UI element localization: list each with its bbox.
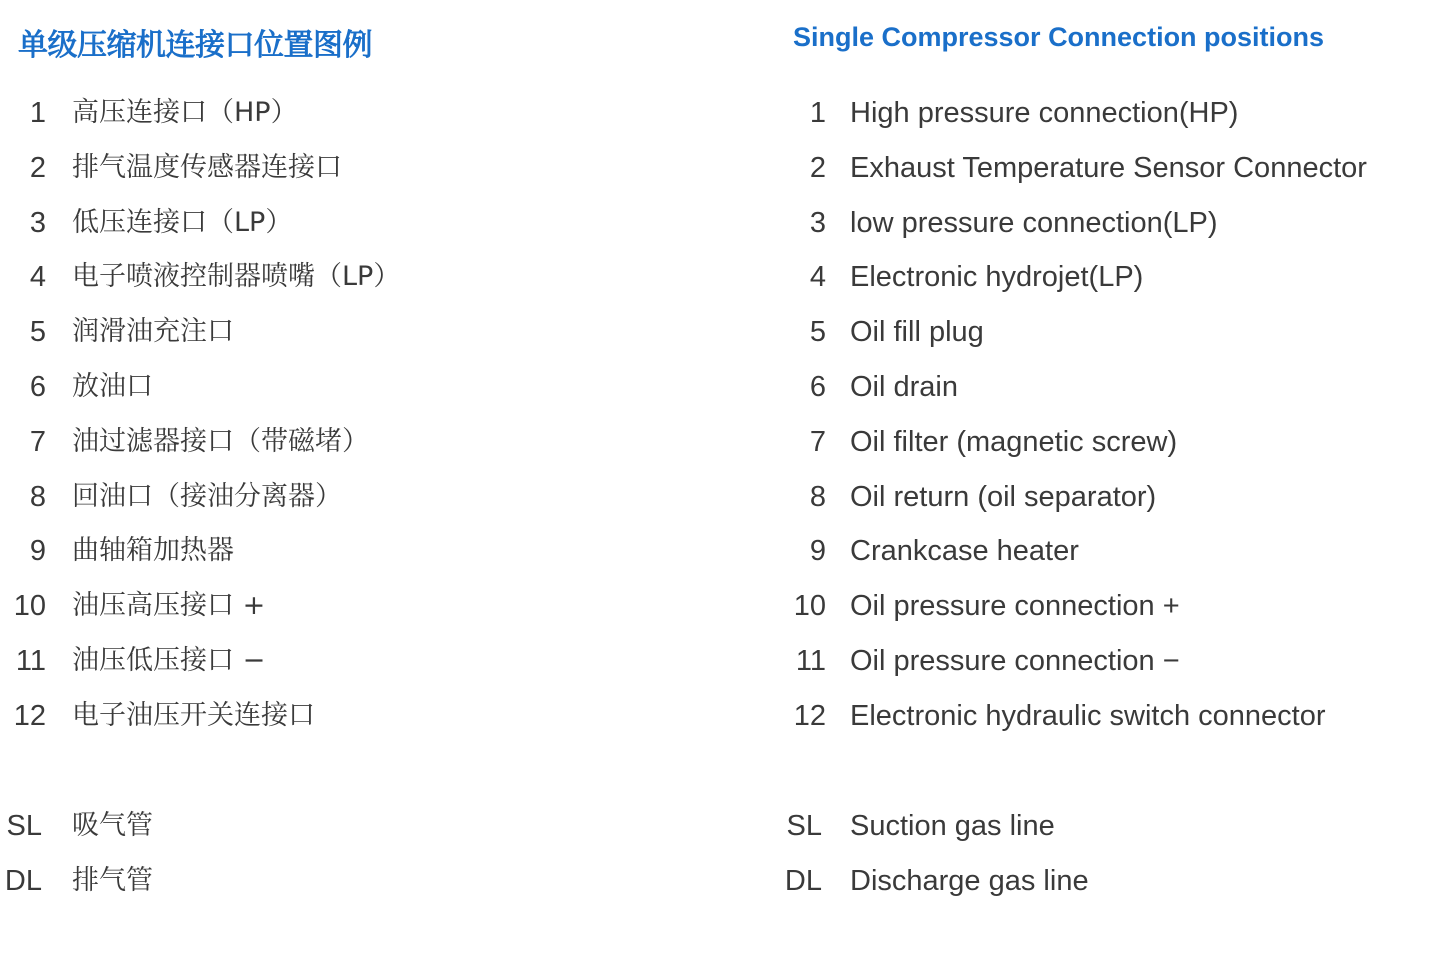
item-number: 12 [13, 699, 46, 732]
item-label: Electronic hydrojet(LP) [850, 261, 1144, 294]
item-label: 油压低压接口 − [72, 644, 266, 676]
item-label: 排气温度传感器连接口 [72, 151, 342, 183]
item-label: Oil drain [850, 370, 958, 403]
item-label: 放油口 [72, 370, 153, 402]
item-label: Oil pressure connection + [850, 590, 1180, 623]
item-label: 电子喷液控制器喷嘴（LP） [72, 261, 401, 293]
pipe-code: SL [6, 810, 42, 842]
item-number: 1 [29, 97, 46, 129]
item-number: 1 [809, 97, 826, 129]
item-number: 2 [809, 151, 826, 184]
item-number: 5 [29, 316, 46, 349]
pipe-code: DL [784, 864, 822, 897]
pipe-label: Suction gas line [850, 810, 1055, 842]
item-label: Oil fill plug [850, 316, 984, 349]
item-label: 曲轴箱加热器 [72, 535, 234, 567]
item-label: Crankcase heater [850, 535, 1079, 568]
item-number: 8 [29, 480, 46, 513]
item-number: 11 [15, 644, 46, 677]
item-label: Oil return (oil separator) [850, 480, 1157, 513]
item-number: 4 [29, 261, 46, 294]
item-label: 油过滤器接口（带磁堵） [72, 425, 369, 457]
item-label: 高压连接口（HP） [72, 97, 298, 128]
item-label: 润滑油充注口 [72, 316, 234, 348]
item-number: 6 [29, 370, 46, 403]
item-label: Oil pressure connection − [850, 644, 1180, 677]
item-number: 10 [793, 590, 826, 623]
item-number: 9 [809, 535, 826, 568]
pipe-code: DL [4, 864, 42, 897]
item-number: 12 [793, 699, 826, 732]
item-label: Electronic hydraulic switch connector [850, 699, 1326, 732]
chinese-title: 单级压缩机连接口位置图例 [18, 28, 372, 63]
item-number: 3 [29, 206, 46, 239]
item-label: High pressure connection(HP) [850, 97, 1239, 129]
pipe-label: 吸气管 [72, 810, 153, 841]
item-label: 低压连接口（LP） [72, 206, 293, 238]
item-label: 电子油压开关连接口 [72, 699, 315, 731]
item-number: 10 [13, 590, 46, 623]
item-label: Oil filter (magnetic screw) [850, 425, 1178, 458]
item-label: Exhaust Temperature Sensor Connector [850, 151, 1367, 184]
item-label: 回油口（接油分离器） [72, 480, 342, 512]
item-number: 8 [809, 480, 826, 513]
pipe-label: Discharge gas line [850, 864, 1089, 897]
item-number: 3 [809, 206, 826, 239]
item-number: 6 [809, 370, 826, 403]
english-title: Single Compressor Connection positions [793, 22, 1325, 52]
pipe-code: SL [786, 810, 822, 842]
item-number: 9 [29, 535, 46, 568]
item-label: 油压高压接口 + [72, 590, 266, 622]
item-number: 7 [809, 425, 826, 458]
item-number: 2 [29, 151, 46, 184]
item-number: 7 [29, 425, 46, 458]
item-number: 5 [809, 316, 826, 349]
item-number: 4 [809, 261, 826, 294]
item-label: low pressure connection(LP) [850, 206, 1218, 239]
pipe-label: 排气管 [72, 864, 153, 896]
item-number: 11 [795, 644, 826, 677]
